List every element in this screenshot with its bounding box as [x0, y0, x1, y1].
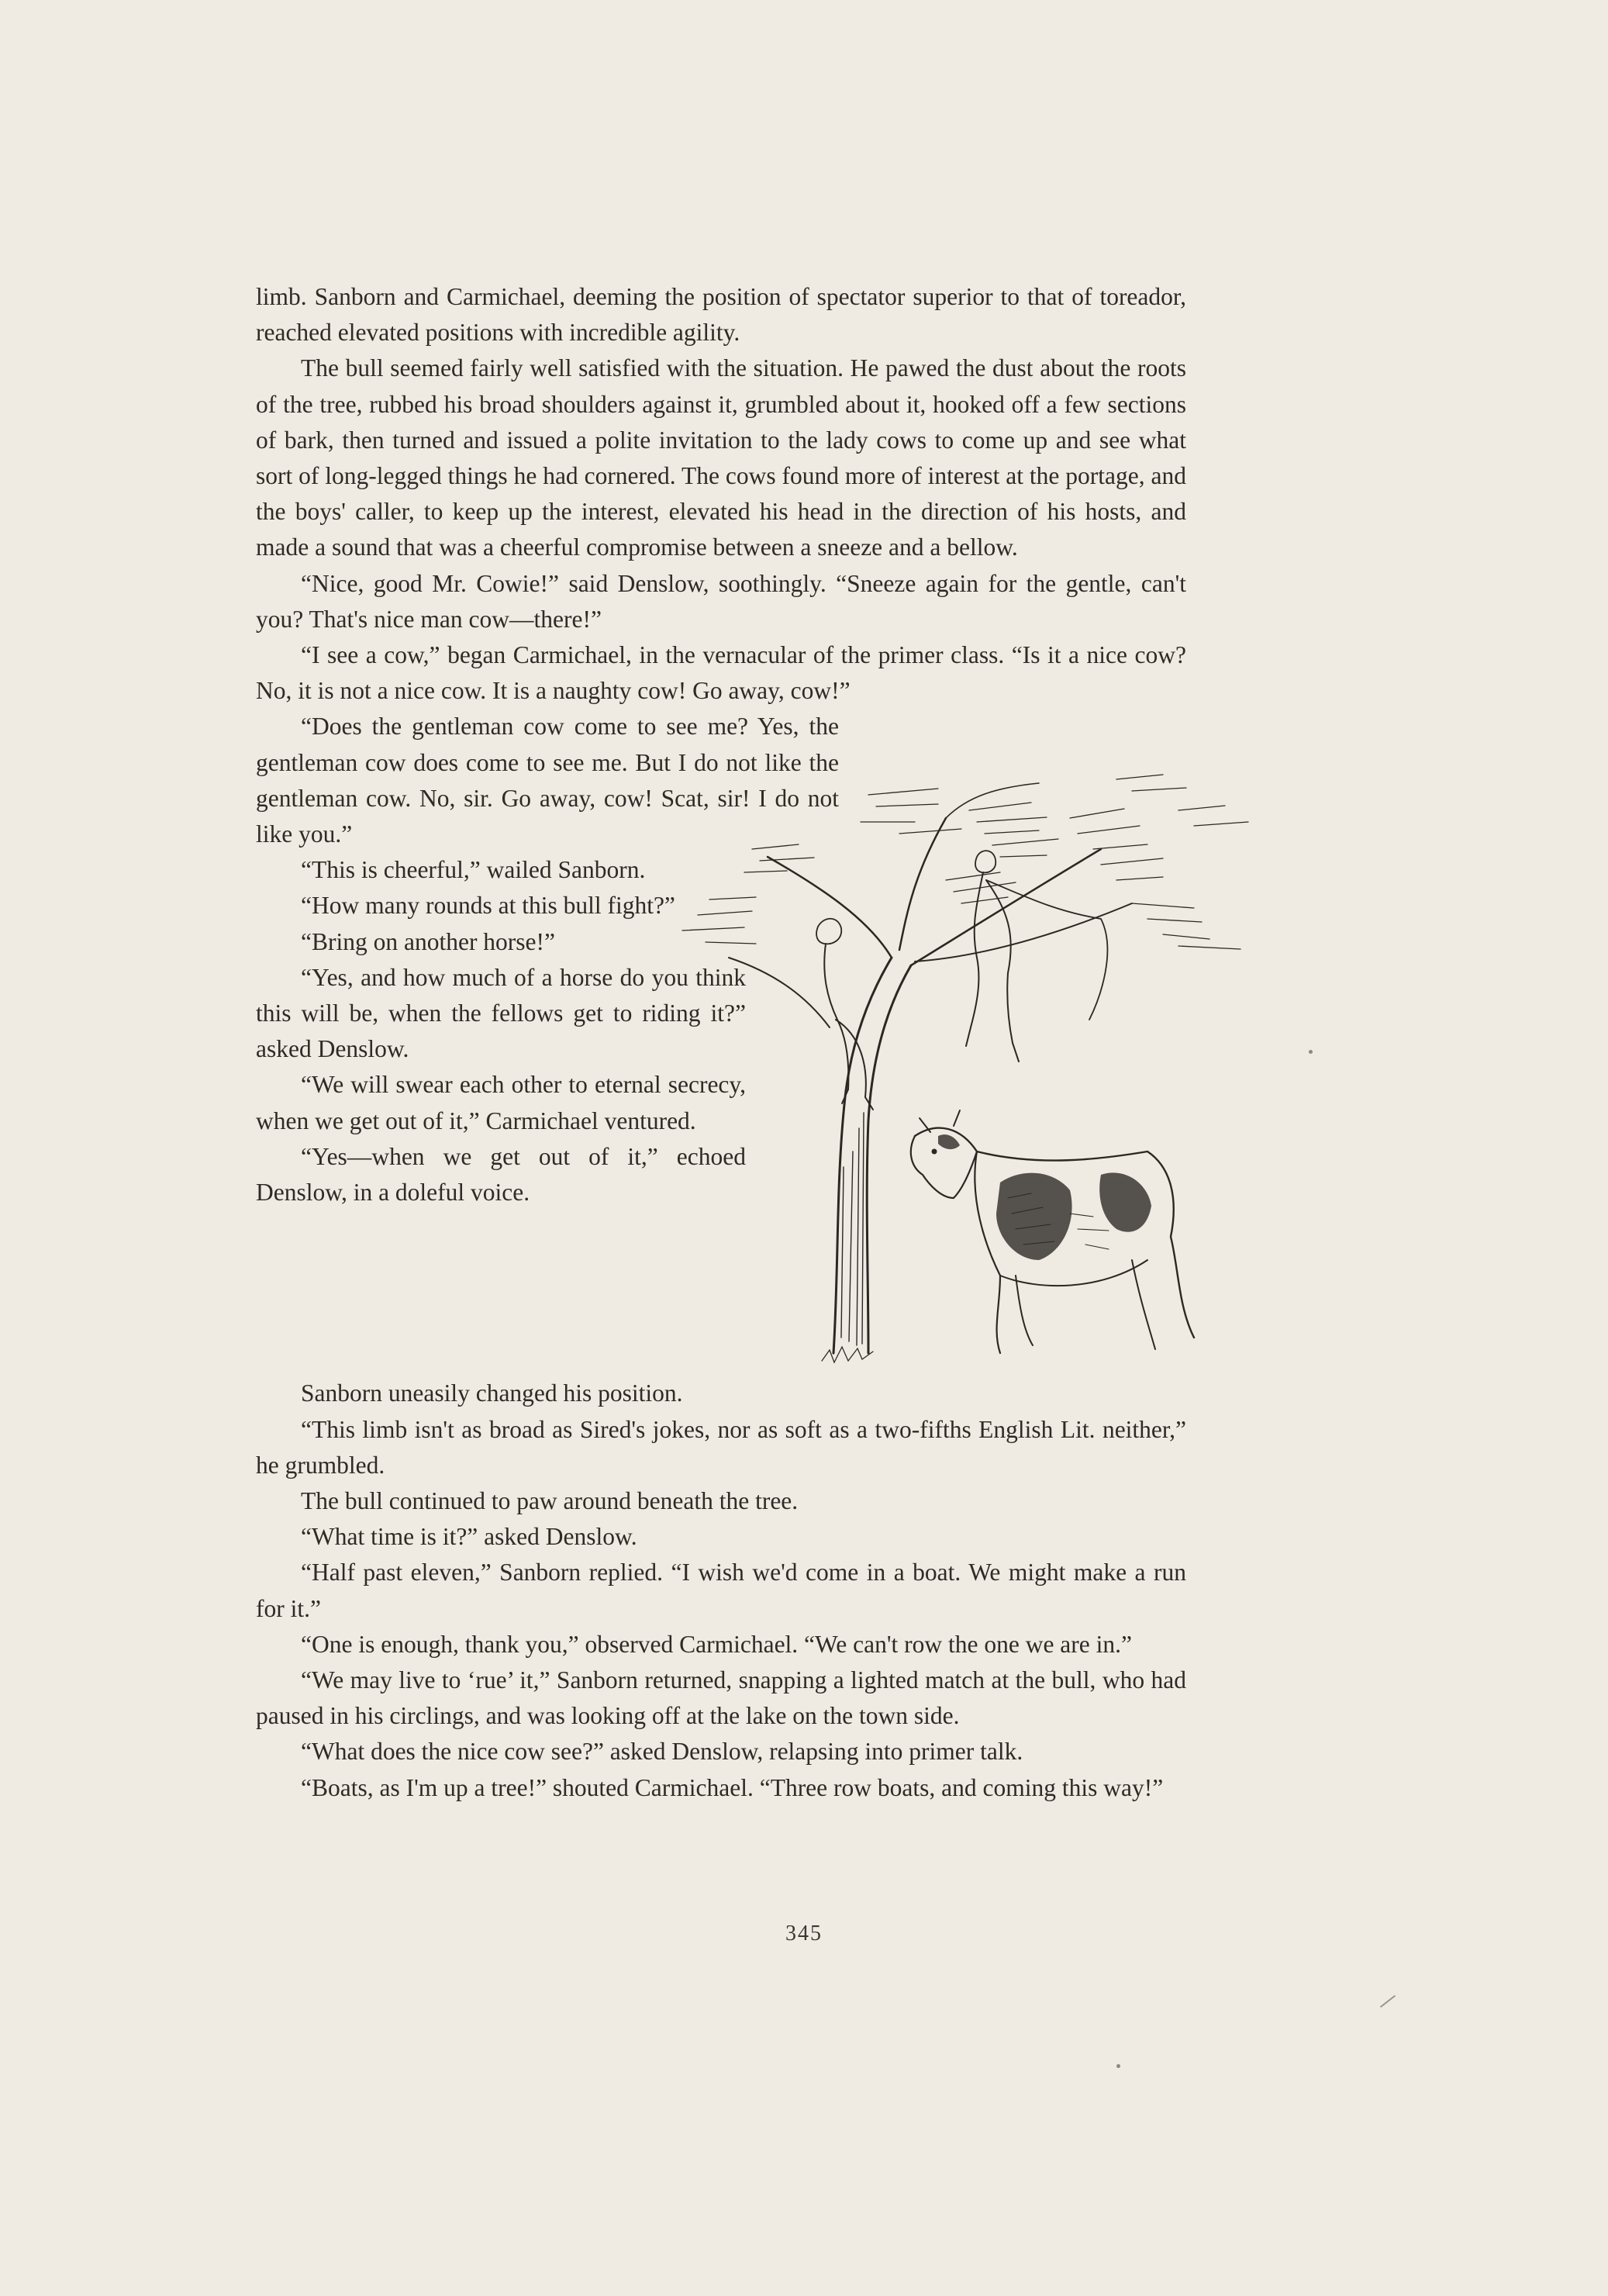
paragraph: “We may live to ‘rue’ it,” Sanborn returned, snapping a lighted match at the bull, who had paused in his circlings, and was looking off at the lake on the town side. — [256, 1666, 1186, 1730]
paragraph: limb. Sanborn and Carmichael, deeming the position of spectator superior to that of toreador, reached elevated positions with incredible agility. — [256, 283, 1186, 347]
paper-mark — [1380, 1995, 1396, 2008]
paragraph: “Yes—when we get out of it,” echoed Denslow, in a doleful voice. — [256, 1142, 746, 1207]
paragraph: “This is cheerful,” wailed Sanborn. — [301, 856, 646, 884]
paragraph: “One is enough, thank you,” observed Carmichael. “We can't row the one we are in.” — [301, 1630, 1132, 1658]
page-number: 345 — [785, 1921, 823, 1946]
paragraph: “Bring on another horse!” — [301, 927, 556, 955]
paragraph: Sanborn uneasily changed his position. — [301, 1379, 683, 1407]
paragraph: “Yes, and how much of a horse do you think this will be, when the fellows get to riding it?” asked Denslow. — [256, 963, 746, 1063]
paragraph: The bull continued to paw around beneath the tree. — [301, 1487, 799, 1515]
paragraph: “Half past eleven,” Sanborn replied. “I wish we'd come in a boat. We might make a run for it.” — [256, 1559, 1186, 1622]
paragraph: “Boats, as I'm up a tree!” shouted Carmichael. “Three row boats, and coming this way!” — [301, 1773, 1164, 1801]
paper-speck — [1309, 1050, 1313, 1054]
paragraph: “This limb isn't as broad as Sired's jokes, nor as soft as a two-fifths English Lit. neither,” he grumbled. — [256, 1415, 1186, 1479]
paragraph: “Nice, good Mr. Cowie!” said Denslow, soothingly. “Sneeze again for the gentle, can't you? That's nice man cow—there!” — [256, 569, 1186, 633]
paragraph: “How many rounds at this bull fight?” — [301, 892, 675, 920]
paragraph: “What does the nice cow see?” asked Denslow, relapsing into primer talk. — [301, 1738, 1023, 1766]
tree-with-boys-and-bull-illustration — [636, 764, 1295, 1384]
paper-speck — [1116, 2064, 1120, 2068]
paragraph: “Does the gentleman cow come to see me? Yes, the gentleman cow does come to see me. But I do not like the gentleman cow. No, sir. Go away, cow! Scat, sir! I do not like you.” — [256, 713, 839, 848]
paragraph: “What time is it?” asked Denslow. — [301, 1523, 637, 1551]
paragraph: “We will swear each other to eternal secrecy, when we get out of it,” Carmichael ventured. — [256, 1071, 746, 1134]
paragraph: The bull seemed fairly well satisfied with the situation. He pawed the dust about the roots of the tree, rubbed his broad shoulders against it, grumbled about it, hooked off a few sections of bark, then turned and issued a polite invitation to the lady cows to come up and see what sort of long-legged things he had cornered. The cows found more of interest at the portage, and the boys' caller, to keep up the interest, elevated his head in the direction of his hosts, and made a sound that was a cheerful compromise between a sneeze and a bellow. — [256, 354, 1186, 561]
paragraph: “I see a cow,” began Carmichael, in the vernacular of the primer class. “Is it a nice cow? No, it is not a nice cow. It is a naughty cow! Go away, cow!” — [256, 641, 1186, 705]
